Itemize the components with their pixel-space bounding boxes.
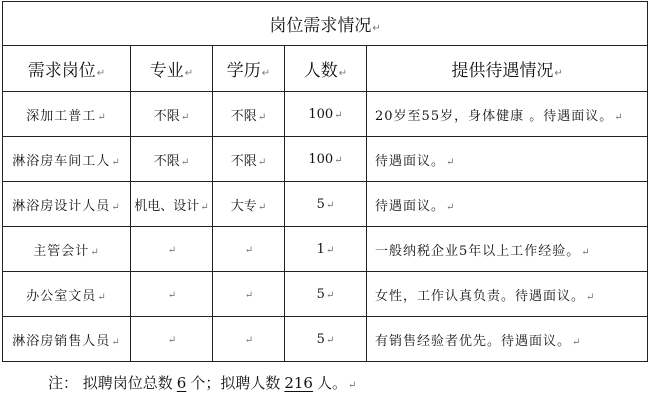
note-prefix: 注： 拟聘岗位总数 (48, 374, 173, 392)
cell-major (131, 92, 213, 137)
paragraph-mark: ↵ (244, 334, 254, 346)
cell-benefits (367, 92, 648, 137)
table-row (3, 317, 648, 362)
paragraph-mark: ↵ (348, 380, 357, 391)
paragraph-mark: ↵ (257, 201, 267, 213)
cell-benefits (367, 227, 648, 272)
paragraph-mark: ↵ (554, 68, 563, 79)
paragraph-mark: ↵ (167, 244, 177, 256)
cell-count (285, 227, 367, 272)
cell-position-text: 主管会计 (33, 243, 90, 259)
cell-major (131, 137, 213, 182)
paragraph-mark: ↵ (372, 23, 381, 34)
total-positions: 6 (176, 374, 187, 392)
cell-count (285, 272, 367, 317)
cell-education-text: 不限 (230, 108, 257, 124)
cell-benefits (367, 317, 648, 362)
cell-position-text: 深加工普工 (26, 108, 97, 124)
cell-position (3, 317, 131, 362)
cell-education-text: 大专 (230, 198, 257, 214)
paragraph-mark: ↵ (334, 109, 343, 121)
table-row (3, 272, 648, 317)
cell-count-text: 5 (316, 286, 325, 302)
cell-benefits-text: 20岁至55岁，身体健康 。待遇面议。 (375, 108, 614, 124)
cell-position (3, 182, 131, 227)
paragraph-mark: ↵ (97, 291, 107, 303)
paragraph-mark: ↵ (581, 246, 591, 258)
header-position: 需求岗位↵ (3, 46, 131, 92)
cell-benefits-text: 一般纳税企业5年以上工作经验。 (375, 243, 581, 259)
recruitment-table-container (2, 1, 647, 362)
paragraph-mark: ↵ (261, 68, 271, 79)
paragraph-mark: ↵ (180, 111, 190, 123)
paragraph-mark: ↵ (244, 244, 254, 256)
cell-position (3, 272, 131, 317)
cell-education (213, 137, 285, 182)
paragraph-mark: ↵ (111, 336, 121, 348)
paragraph-mark: ↵ (167, 289, 177, 301)
paragraph-mark: ↵ (325, 199, 335, 211)
paragraph-mark: ↵ (572, 336, 582, 348)
cell-count (285, 92, 367, 137)
cell-major (131, 317, 213, 362)
cell-benefits (367, 182, 648, 227)
cell-count-text: 5 (316, 196, 325, 212)
paragraph-mark: ↵ (257, 156, 267, 168)
paragraph-mark: ↵ (325, 334, 335, 346)
cell-education (213, 182, 285, 227)
cell-benefits (367, 137, 648, 182)
paragraph-mark: ↵ (257, 111, 267, 123)
cell-education (213, 272, 285, 317)
cell-count (285, 317, 367, 362)
paragraph-mark: ↵ (111, 156, 121, 168)
cell-major-text: 不限 (153, 108, 180, 124)
cell-education (213, 92, 285, 137)
cell-benefits-text: 待遇面议。 (375, 198, 446, 214)
total-people: 216 (284, 374, 313, 392)
header-benefits: 提供待遇情况↵ (367, 46, 648, 92)
recruitment-table (2, 1, 648, 362)
paragraph-mark: ↵ (446, 201, 456, 213)
cell-benefits-text: 待遇面议。 (375, 153, 446, 169)
cell-position-text: 淋浴房销售人员 (12, 333, 111, 349)
cell-count-text: 100 (308, 106, 334, 122)
cell-major (131, 272, 213, 317)
header-count: 人数↵ (285, 46, 367, 92)
header-major: 专业↵ (131, 46, 213, 92)
table-title-cell (3, 2, 648, 46)
paragraph-mark: ↵ (200, 201, 209, 213)
cell-benefits-text: 有销售经验者优先。待遇面议。 (375, 333, 572, 349)
table-row (3, 182, 648, 227)
cell-position-text: 淋浴房设计人员 (12, 198, 111, 214)
cell-benefits (367, 272, 648, 317)
table-title: 岗位需求情况 (269, 16, 372, 36)
note-middle: 个；拟聘人数 (190, 374, 281, 392)
note-suffix: 人。 (316, 374, 347, 392)
cell-major (131, 182, 213, 227)
cell-education-text: 不限 (230, 153, 257, 169)
paragraph-mark: ↵ (184, 68, 194, 79)
table-body (3, 92, 648, 362)
table-row (3, 92, 648, 137)
table-row (3, 137, 648, 182)
cell-count (285, 137, 367, 182)
header-education: 学历↵ (213, 46, 285, 92)
cell-position-text: 淋浴房车间工人 (12, 153, 111, 169)
cell-position (3, 92, 131, 137)
table-header-row (3, 46, 648, 92)
paragraph-mark: ↵ (325, 289, 335, 301)
paragraph-mark: ↵ (167, 334, 177, 346)
cell-position (3, 137, 131, 182)
paragraph-mark: ↵ (96, 68, 106, 79)
paragraph-mark: ↵ (614, 111, 624, 123)
cell-count-text: 1 (316, 241, 325, 257)
table-title-row (3, 2, 648, 46)
summary-note (48, 372, 356, 393)
paragraph-mark: ↵ (338, 68, 348, 79)
cell-count-text: 100 (308, 151, 334, 167)
cell-position (3, 227, 131, 272)
cell-education (213, 317, 285, 362)
paragraph-mark: ↵ (446, 156, 456, 168)
cell-benefits-text: 女性，工作认真负责。待遇面议。 (375, 288, 586, 304)
cell-position-text: 办公室文员 (26, 288, 97, 304)
paragraph-mark: ↵ (334, 154, 343, 166)
paragraph-mark: ↵ (90, 246, 100, 258)
cell-education (213, 227, 285, 272)
cell-count-text: 5 (316, 331, 325, 347)
paragraph-mark: ↵ (244, 289, 254, 301)
cell-count (285, 182, 367, 227)
paragraph-mark: ↵ (586, 291, 596, 303)
cell-major-text: 机电、设计 (134, 198, 200, 214)
paragraph-mark: ↵ (325, 244, 335, 256)
paragraph-mark: ↵ (97, 111, 107, 123)
paragraph-mark: ↵ (111, 201, 121, 213)
table-row (3, 227, 648, 272)
cell-major-text: 不限 (153, 153, 180, 169)
cell-major (131, 227, 213, 272)
paragraph-mark: ↵ (180, 156, 190, 168)
